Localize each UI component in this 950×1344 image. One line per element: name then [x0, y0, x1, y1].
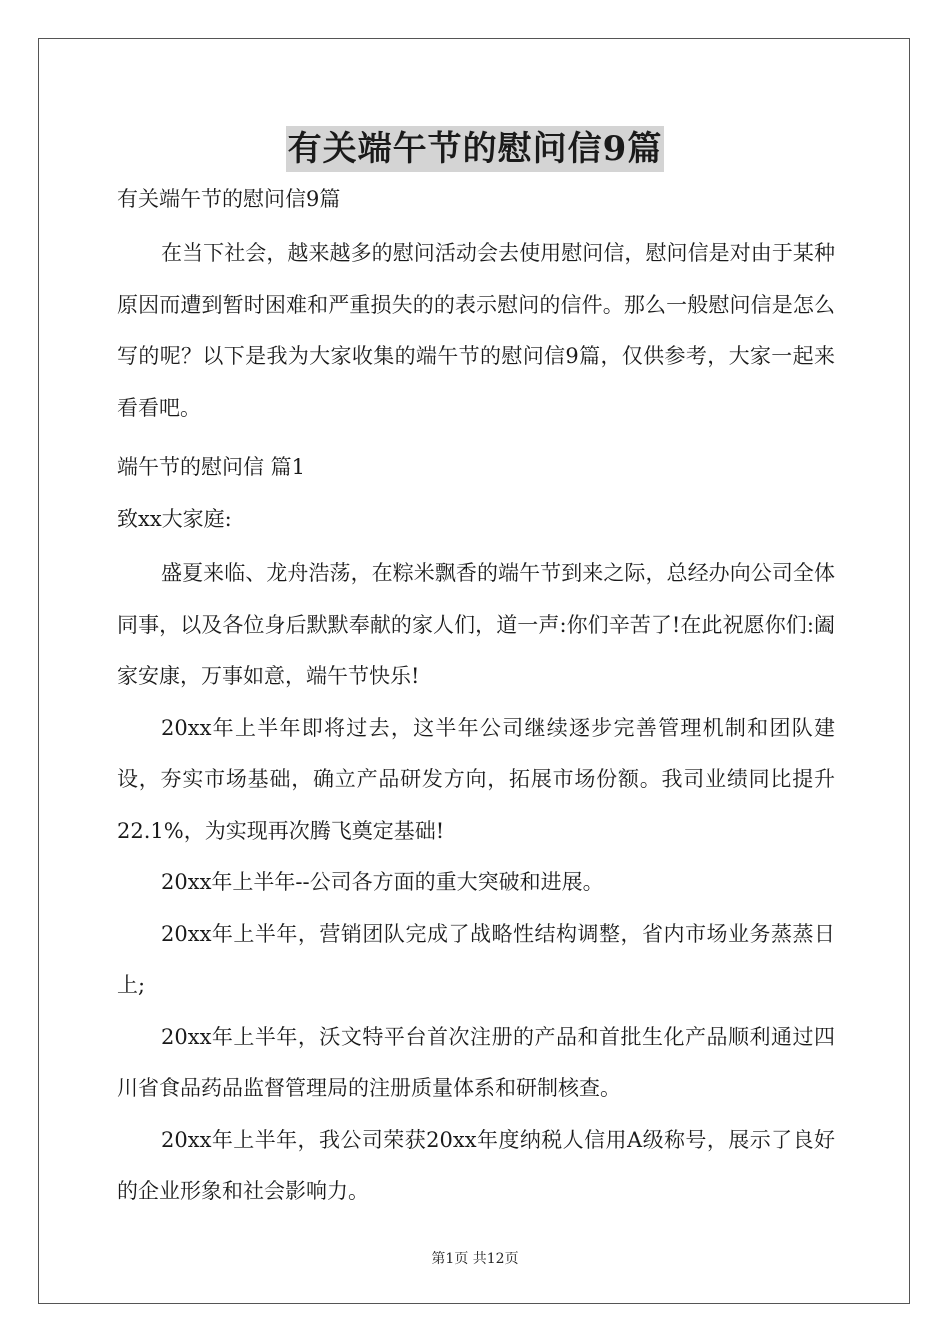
- body-paragraph: 20xx年上半年即将过去，这半年公司继续逐步完善管理机制和团队建设，夯实市场基础，确立产品研发方向，拓展市场份额。我司业绩同比提升22.1%，为实现再次腾飞奠定基础!: [117, 715, 835, 843]
- body-paragraph: 20xx年上半年，营销团队完成了战略性结构调整，省内市场业务蒸蒸日上;: [117, 921, 835, 997]
- body-paragraph: 盛夏来临、龙舟浩荡，在粽米飘香的端午节到来之际，总经办向公司全体同事，以及各位身后默默奉献的家人们，道一声:你们辛苦了!在此祝愿你们:阖家安康，万事如意，端午节快乐!: [117, 561, 835, 688]
- document-body: [117, 180, 835, 1218]
- salutation: 致xx大家庭:: [117, 507, 232, 531]
- page-footer: 第1页 共12页: [431, 1251, 519, 1267]
- document-title: 有关端午节的慰问信9篇: [286, 126, 665, 172]
- intro-paragraph: 在当下社会，越来越多的慰问活动会去使用慰问信，慰问信是对由于某种原因而遭到暂时困难和严重损失的的表示慰问的信件。那么一般慰问信是怎么写的呢？以下是我为大家收集的端午节的慰问信9篇，仅供参考，大家一起来看看吧。: [117, 241, 835, 420]
- body-paragraph: 20xx年上半年，我公司荣获20xx年度纳税人信用A级称号，展示了良好的企业形象和社会影响力。: [117, 1127, 835, 1203]
- subtitle: 有关端午节的慰问信9篇: [117, 187, 341, 211]
- body-paragraph: 20xx年上半年--公司各方面的重大突破和进展。: [161, 870, 604, 894]
- body-paragraph: 20xx年上半年，沃文特平台首次注册的产品和首批生化产品顺利通过四川省食品药品监督管理局的注册质量体系和研制核查。: [117, 1024, 835, 1100]
- title-wrap: [0, 126, 950, 172]
- section-heading: 端午节的慰问信 篇1: [117, 455, 306, 479]
